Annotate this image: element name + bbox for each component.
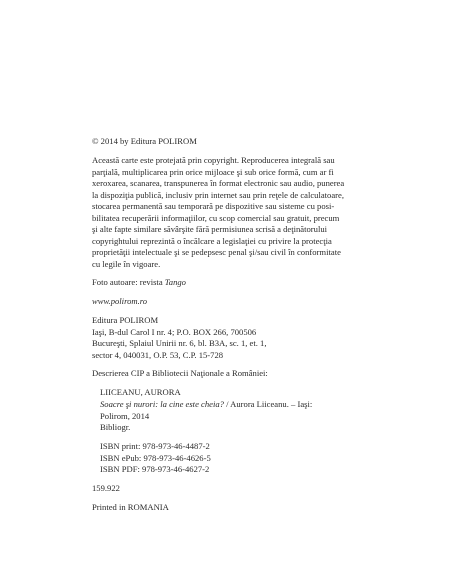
rights-line: xeroxarea, scanarea, transpunerea în format electronic sau audio, punerea bbox=[92, 178, 345, 188]
rights-line: copyrightului reprezintă o încălcare a legislaţiei cu privire la protecţia bbox=[92, 235, 332, 246]
cip-heading: Descrierea CIP a Bibliotecii Naţionale a României: bbox=[92, 368, 268, 378]
rights-line: cu legile în vigoare. bbox=[92, 258, 161, 269]
printed-in: Printed in ROMANIA bbox=[92, 502, 169, 512]
rights-line: proprietăţii intelectuale şi se pedepsesc penal şi/sau civil în conformitate bbox=[92, 247, 341, 257]
publisher-website: www.polirom.ro bbox=[92, 296, 148, 306]
rights-line: şi alte fapte similare săvârşite fără permisiunea scrisă a deţinătorului bbox=[92, 224, 328, 234]
rights-line: parţială, multiplicarea prin orice mijloace şi sub orice formă, cum ar fi bbox=[92, 166, 334, 177]
publisher-address-line: Iaşi, B-dul Carol I nr. 4; P.O. BOX 266, 700506 bbox=[92, 326, 257, 337]
isbn-pdf: ISBN PDF: 978-973-46-4627-2 bbox=[100, 464, 210, 474]
publisher-address-line: sector 4, 040031, O.P. 53, C.P. 15-728 bbox=[92, 349, 224, 360]
cip-book-title: Soacre şi nurori: la cine este cheia? bbox=[100, 399, 224, 409]
cip-title-rest: / Aurora Liiceanu. – Iaşi: bbox=[223, 399, 313, 409]
rights-line: la dispoziţia publică, inclusiv prin internet sau prin reţele de calculatoare, bbox=[92, 189, 344, 200]
publisher-address-line: Bucureşti, Splaiul Unirii nr. 6, bl. B3A, sc. 1, et. 1, bbox=[92, 338, 267, 348]
cip-bibliography: Bibliogr. bbox=[100, 422, 131, 432]
rights-line: Această carte este protejată prin copyright. Reproducerea integrală sau bbox=[92, 155, 335, 165]
cip-publisher-line: Polirom, 2014 bbox=[100, 410, 150, 421]
classification-number: 159.922 bbox=[92, 483, 120, 493]
magazine-name: Tango bbox=[164, 277, 186, 287]
rights-line: stocarea permanentă sau temporară pe dispozitive sau sisteme cu posi- bbox=[92, 201, 335, 211]
publisher-name: Editura POLIROM bbox=[92, 315, 159, 325]
isbn-print: ISBN print: 978-973-46-4487-2 bbox=[100, 441, 210, 451]
isbn-epub: ISBN ePub: 978-973-46-4626-5 bbox=[100, 452, 211, 463]
rights-line: bilitatea recuperării informaţiilor, cu scop comercial sau gratuit, precum bbox=[92, 212, 340, 223]
copyright-notice: © 2014 by Editura POLIROM bbox=[92, 136, 197, 146]
photo-credit bbox=[92, 277, 186, 289]
cip-author: LIICEANU, AURORA bbox=[100, 387, 181, 397]
photo-credit-prefix: Foto autoare: revista bbox=[92, 277, 165, 287]
cip-title-line bbox=[100, 399, 312, 411]
